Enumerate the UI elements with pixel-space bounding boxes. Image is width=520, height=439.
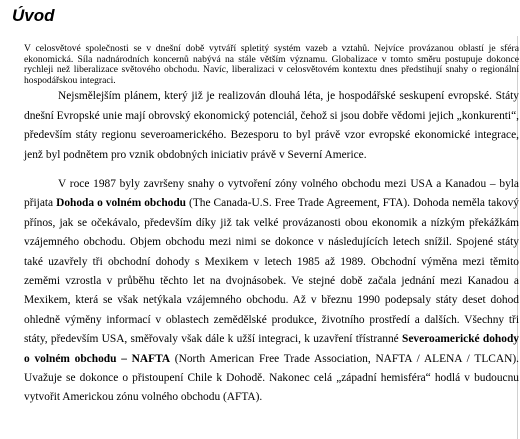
paragraph-eu-integration: Nejsmělejším plánem, který již je realizován dlouhá léta, je hospodářské seskupení evropské. Státy dnešní Evropské unie mají obrovský ekonomický potenciál, čehož si jsou dobře vědomi jejich „konkurenti“, především státy regionu severoamerického. Bezesporu to byl právě vzor evropské ekonomické integrace, jenž byl podnětem pro vznik obdobných iniciativ právě v Severní Americe. bbox=[24, 90, 519, 161]
document-body bbox=[24, 44, 519, 408]
paragraph-nafta-text-3: (North American Free Trade Association, NAFTA / ALENA / TLCAN). Uvažuje se dokonce o přistoupení Chile k Dohodě. Nakonec celá „západní hemisféra“ hodlá v budoucnu vytvořit Americkou zónu volného obchodu (AFTA). bbox=[24, 352, 519, 404]
paragraph-spacer bbox=[24, 165, 519, 175]
paragraph-nafta-text-1: V roce 1987 byly završeny snahy o vytvoření zóny volného obchodu mezi USA a Kanadou – byla přijata bbox=[24, 178, 519, 210]
nafta-agreement-name: Severoamerické dohody o volném obchodu – NAFTA bbox=[24, 333, 519, 365]
paragraph-nafta bbox=[24, 175, 519, 408]
paragraph-nafta-text-2: (The Canada-U.S. Free Trade Agreement, FTA). Dohoda neměla takový přínos, jak se očekávalo, především díky již tak velké provázanosti obou ekonomik a nízkým překážkám vzájemného obchodu. Objem obchodu mezi nimi se dokonce v následujících letech snížil. Spojené státy také uzavřely tři obchodní dohody s Mexikem v letech 1985 až 1989. Obchodní výměna mezi těmito zeměmi vzrostla v průběhu těchto let na dvojnásobek. Ve stejné době začala jednání mezi Kanadou a Mexikem, která se však netýkala vzájemného obchodu. Až v březnu 1990 podepsaly státy deset dohod ohledně výměny informací v oblastech zemědělské produkce, životního prostředí a dalších. Všechny tři státy, především USA, směřovaly však dále k užší integraci, k uzavření třístranné bbox=[24, 197, 519, 346]
intro-paragraph: V celosvětové společnosti se v dnešní době vytváří spletitý systém vazeb a vztahů. Nejvíce provázanou oblastí je sféra ekonomická. Síla nadnárodních koncernů nabývá na stále větším významu. Globalizace v tomto směru postupuje dokonce rychleji než liberalizace světového obchodu. Navíc, liberalizaci v celosvětovém kontextu dnes předstihují snahy o regionální hospodářskou integraci. bbox=[24, 43, 519, 86]
section-heading: Úvod bbox=[12, 6, 55, 25]
fta-agreement-name: Dohoda o volném obchodu bbox=[56, 197, 187, 210]
